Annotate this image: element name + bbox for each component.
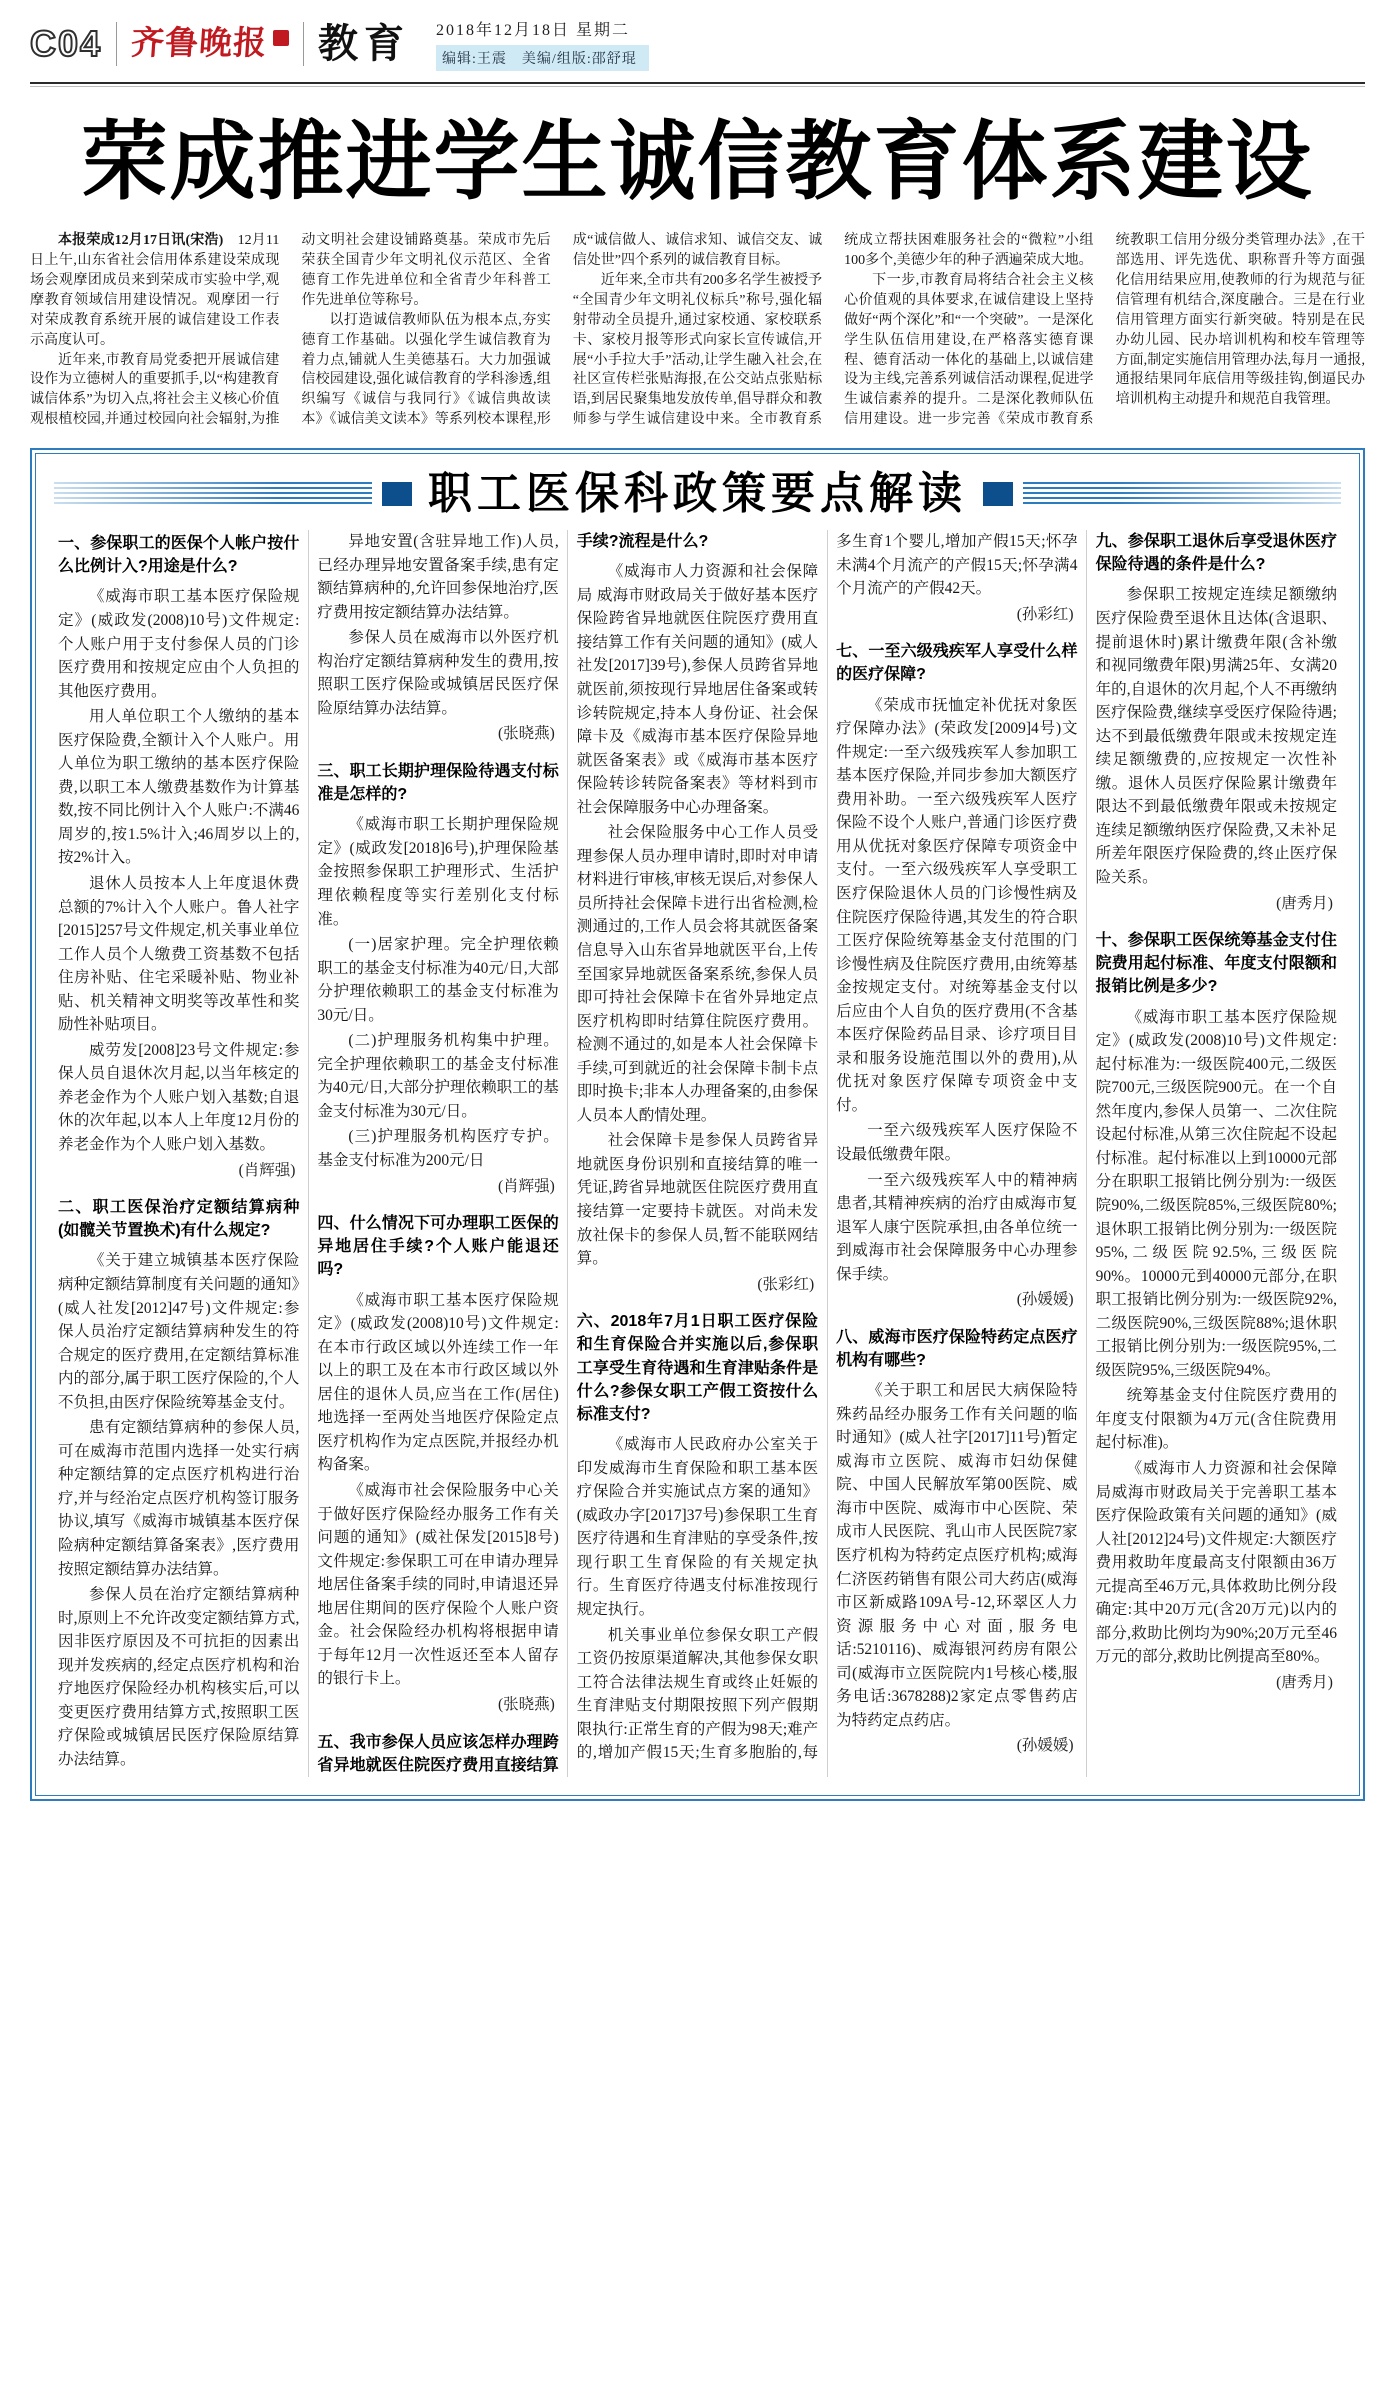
article-paragraph: 以打造诚信教师队伍为根本点,夯实德育工作基础。以强化学生诚信教育为着力点,铺就人生美德基石。大力加强诚信校园建设,强化诚信教育的学科渗透,组织编写《诚信与我同行》《诚信典故读本》《诚信美文读本》等系列校本课程,形成“诚信做人、诚信求知、诚信交友、诚信处世”四个系列的诚信教育目标。 xyxy=(301,233,823,428)
qa-byline: (唐秀月) xyxy=(1276,1673,1333,1691)
qa-byline: (孙媛媛) xyxy=(1016,1737,1074,1755)
qa-heading: 六、2018年7月1日职工医疗保险和生育保险合并实施以后,参保职工享受生育待遇和生育津贴条件是什么?参保女职工产假工资按什么标准支付? xyxy=(576,1313,819,1423)
qa-paragraph: 《威海市职工长期护理保险规定》(威政发[2018]6号),护理保险基金按照参保职工护理形式、生活护理依赖程度等实行差别化支付标准。 xyxy=(317,816,559,928)
qa-heading: 八、威海市医疗保险特药定点医疗机构有哪些? xyxy=(836,1328,1078,1370)
qa-heading: 七、一至六级残疾军人享受什么样的医疗保障? xyxy=(836,643,1078,684)
qa-byline: (孙彩红) xyxy=(1016,605,1074,623)
page-number: C04 xyxy=(30,23,103,64)
qa-paragraph: 一至六级残疾军人中的精神病患者,其精神疾病的治疗由威海市复退军人康宁医院承担,由各单位统一到威海市社会保障服务中心办理参保手续。 xyxy=(836,1171,1078,1283)
qa-section xyxy=(317,1212,558,1716)
qa-paragraph: 《威海市人力资源和社会保障局 威海市财政局关于做好基本医疗保险跨省异地就医住院医疗费用直接结算工作有关问题的通知》(威人社发[2017]39号),参保人员跨省异地就医前,须按现行异地居住备案或转诊转院规定,持本人身份证、社会保障卡及《威海市基本医疗保险异地就医备案表》或《威海市基本医疗保险转诊转院备案表》等材料到市社会保障服务中心办理备案。 xyxy=(576,563,819,816)
qa-heading: 九、参保职工退休后享受退休医疗保险待遇的条件是什么? xyxy=(1095,533,1337,574)
qa-paragraph: 异地安置(含驻异地工作)人员,已经办理异地安置备案手续,患有定额结算病种的,允许回参保地治疗,医疗费用按定额结算办法结算。 xyxy=(317,533,559,621)
qa-section xyxy=(317,760,558,1198)
editors-text: 编辑:王震 美编/组版:邵舒琨 xyxy=(436,45,649,71)
qa-paragraph: 参保人员在治疗定额结算病种时,原则上不允许改变定额结算方式,因非医疗原因及不可抗拒的因素出现并发疾病的,经定点医疗机构和治疗地医疗保险经办机构核实后,可以变更医疗费用结算方式,按照职工医疗保险或城镇居民医疗保险原结算办法结算。 xyxy=(58,1586,300,1768)
qa-section xyxy=(58,532,299,1182)
qa-byline: (肖辉强) xyxy=(238,1161,296,1179)
qa-paragraph: 《威海市人民政府办公室关于印发威海市生育保险和职工基本医疗保险合并实施试点方案的通知》(威政办字[2017]37号)参保职工生育医疗待遇和生育津贴的享受条件,按现行职工生育保险的有关规定执行。生育医疗待遇支付标准按现行规定执行。 xyxy=(576,1436,819,1618)
paper-logo-text: 齐鲁晚报 xyxy=(129,25,269,62)
qa-byline: (张晓燕) xyxy=(497,1695,555,1713)
qa-section xyxy=(1096,929,1337,1694)
qa-heading: 三、职工长期护理保险待遇支付标准是怎样的? xyxy=(317,762,559,804)
qa-paragraph: 社会保险服务中心工作人员受理参保人员办理申请时,即时对申请材料进行审核,审核无误后,对参保人员所持社会保障卡进行出省检测,检测通过的,工作人员会将其就医备案信息导入山东省异地就医平台,上传至国家异地就医备案系统,参保人员即可持社会保障卡在省外异地定点医疗机构即时结算住院医疗费用。检测不通过的,如是本人社会保障卡手续,可到就近的社会保障卡制卡点即时换卡;非本人办理备案的,由参保人员本人酌情处理。 xyxy=(576,824,819,1124)
qa-byline: (张彩红) xyxy=(757,1275,815,1293)
qa-heading: 二、职工医保治疗定额结算病种(如髋关节置换术)有什么规定? xyxy=(58,1199,300,1240)
qa-paragraph: 机关事业单位参保女职工产假工资仍按原渠道解决,其他参保女职工符合法律法规生育或终止妊娠的生育津贴支付期限按照下列产假期限执行:正常生育的产假为98天;难产的,增加产假15天;生育多胞胎的,每多生育1个婴儿,增加产假15天;怀孕未满4个月流产的产假15天;怀孕满4个月流产的产假42天。 xyxy=(576,533,1078,1762)
article-paragraph: 近年来,市教育局党委把开展诚信建设作为立德树人的重要抓手,以“构建教育诚信体系”为切入点,将社会主义核心价值观根植校园,并通过校园向社会辐射,为推动文明社会建设铺路奠基。荣成市先后荣获全国青少年文明礼仪示范区、全省德育工作先进单位和全省青少年科普工作先进单位等称号。 xyxy=(30,233,551,428)
qa-paragraph: 社会保障卡是参保人员跨省异地就医身份识别和直接结算的唯一凭证,跨省异地就医住院医疗费用直接结算一定要持卡就医。对尚未发放社保卡的参保人员,暂不能联网结算。 xyxy=(576,1132,819,1268)
qa-byline: (张晓燕) xyxy=(497,725,555,743)
article-paragraph: 近年来,全市共有200多名学生被授予“全国青少年文明礼仪标兵”称号,强化辐射带动全员提升,通过家校通、家校联系卡、家校月报等形式向家长宣传诚信,开展“小手拉大手”活动,让学生融入社会,在社区宣传栏张贴海报,在公交站点张贴标语,到居民聚集地发放传单,倡导群众和教师参与学生诚信建设中来。全市教育系统成立帮扶困难服务社会的“微粒”小组100多个,美德少年的种子洒遍荣成大地。 xyxy=(572,233,1094,428)
date-text: 2018年12月18日 星期二 xyxy=(436,22,631,39)
title-decoration-right xyxy=(1023,482,1341,506)
qa-section xyxy=(1096,530,1337,915)
qa-heading: 十、参保职工医保统筹基金支付住院费用起付标准、年度支付限额和报销比例是多少? xyxy=(1095,932,1337,996)
feature-box xyxy=(30,448,1365,1801)
qa-paragraph: 《荣成市抚恤定补优抚对象医疗保障办法》(荣政发[2009]4号)文件规定:一至六级残疾军人参加职工基本医疗保险,并同步参加大额医疗费用补助。一至六级残疾军人医疗保险不设个人账户,普通门诊医疗费用从优抚对象医疗保障专项资金中支付。一至六级残疾军人享受职工医疗保险退休人员的门诊慢性病及住院医疗保险待遇,其发生的符合职工医疗保险统筹基金支付范围的门诊慢性病及住院医疗费用,由统筹基金按规定支付。对统筹基金支付以后应由个人自负的医疗费用(不含基本医疗保险药品目录、诊疗项目目录和服务设施范围以外的费用),从优抚对象医疗保障专项资金中支付。 xyxy=(836,696,1078,1114)
feature-title-row xyxy=(54,469,1341,519)
qa-heading: 四、什么情况下可办理职工医保的异地居住手续?个人账户能退还吗? xyxy=(317,1215,559,1279)
article-lead-in: 本报荣成12月17日讯(宋浩) xyxy=(58,233,238,249)
qa-paragraph: 《关于建立城镇基本医疗保险病种定额结算制度有关问题的通知》(威人社发[2012]47号)文件规定:参保人员治疗定额结算病种发生的符合规定的医疗费用,在定额结算标准内的部分,属于职工医疗保险的,个人不负担,由医疗保险统筹基金支付。 xyxy=(58,1252,300,1411)
masthead-info xyxy=(436,17,649,71)
qa-paragraph: 威劳发[2008]23号文件规定:参保人员自退休次月起,以当年核定的养老金作为个人账户划入基数;自退休的次年起,以本人上年度12月份的养老金作为个人账户划入基数。 xyxy=(58,1041,300,1153)
qa-section xyxy=(836,1326,1077,1758)
qa-paragraph: 《威海市职工基本医疗保险规定》(威政发(2008)10号)文件规定:在本市行政区域以外连续工作一年以上的职工及在本市行政区域以外居住的退休人员,应当在工作(居住)地选择一至两处当地医疗保险定点医疗机构作为定点医院,并报经办机构备案。 xyxy=(317,1291,559,1474)
header-divider xyxy=(116,22,117,66)
qa-paragraph: 患有定额结算病种的参保人员,可在威海市范围内选择一处实行病种定额结算的定点医疗机构进行治疗,并与经治定点医疗机构签订服务协议,填写《威海市城镇基本医疗保险病种定额结算备案表》,医疗费用按照定额结算办法结算。 xyxy=(58,1419,300,1578)
qa-paragraph: 《威海市职工基本医疗保险规定》(威政发(2008)10号)文件规定:个人账户用于支付参保人员的门诊医疗费用和按规定应由个人负担的其他医疗费用。 xyxy=(58,588,300,700)
masthead-left xyxy=(30,22,410,66)
qa-paragraph: 《关于职工和居民大病保险特殊药品经办服务工作有关问题的临时通知》(威人社字[2017]11号)暂定威海市立医院、威海市妇幼保健院、中国人民解放军第00医院、威海市中医院、威海市中心医院、荣成市人民医院、乳山市人民医院7家医疗机构为特药定点医疗机构;威海仁济医药销售有限公司大药店(威海市区新威路109A号-12,环翠区人力资源服务中心对面,服务电话:5210116)、威海银河药房有限公司(威海市立医院院内1号核心楼,服务电话:3678288)2家定点零售药店为特药定点药店。 xyxy=(836,1382,1078,1729)
qa-paragraph: (一)居家护理。完全护理依赖职工的基金支付标准为40元/日,大部分护理依赖职工的基金支付标准为30元/日。 xyxy=(317,936,559,1024)
header-rule-thin xyxy=(30,86,1365,87)
section-title: 教育 xyxy=(318,22,411,66)
qa-paragraph: (三)护理服务机构医疗专护。基金支付标准为200元/日 xyxy=(317,1128,559,1169)
feature-box-inner xyxy=(35,453,1360,1796)
qa-paragraph: 《威海市人力资源和社会保障局威海市财政局关于完善职工基本医疗保险政策有关问题的通知》(威人社[2012]24号)文件规定:大额医疗费用救助年度最高支付限额由36万元提高至46万元,具体救助比例分段确定:其中20万元(含20万元)以内的部分,救助比例均为90%;20万元至46万元的部分,救助比例提高至80%。 xyxy=(1095,1460,1337,1666)
qa-paragraph: 统筹基金支付住院医疗费用的年度支付限额为4万元(含住院费用起付标准)。 xyxy=(1095,1387,1337,1452)
qa-heading: 一、参保职工的医保个人帐户按什么比例计入?用途是什么? xyxy=(58,535,300,576)
qa-paragraph: 《威海市职工基本医疗保险规定》(威政发(2008)10号)文件规定:起付标准为:一级医院400元,二级医院700元,三级医院900元。在一个自然年度内,参保人员第一、二次住院设起付标准,从第三次住院起不设起付标准。起付标准以上到10000元部分在职职工报销比例分别为:一级医院90%,二级医院85%,三级医院80%;退休职工报销比例分别为:一级医院95%,二级医院92.5%,三级医院90%。10000元到40000元部分,在职职工报销比例分别为:一级医院92%,二级医院90%,三级医院88%;退休职工报销比例分别为:一级医院95%,二级医院95%,三级医院94%。 xyxy=(1095,1008,1337,1379)
paper-logo xyxy=(129,25,289,62)
qa-byline: (肖辉强) xyxy=(497,1177,555,1195)
qa-heading: 五、我市参保人员应该怎样办理跨省异地就医住院医疗费用直接结算手续?流程是什么? xyxy=(317,533,709,1774)
logo-seal-icon xyxy=(273,30,289,46)
qa-paragraph: (二)护理服务机构集中护理。完全护理依赖职工的基金支付标准为40元/日,大部分护理依赖职工的基金支付标准为30元/日。 xyxy=(317,1032,559,1120)
article-paragraph: 本报荣成12月17日讯(宋浩) 12月11日上午,山东省社会信用体系建设荣成现场会观摩团成员来到荣成市实验中学,观摩教育领域信用建设情况。观摩团一行对荣成教育系统开展的诚信建设工作表示高度认可。 xyxy=(30,233,280,348)
qa-paragraph: 退休人员按本人上年度退休费总额的7%计入个人账户。鲁人社字[2015]257号文件规定,机关事业单位工作人员个人缴费工资基数不包括住房补贴、住宅采暖补贴、物业补贴、机关精神文明奖等改革性和奖励性补贴项目。 xyxy=(58,874,300,1034)
article-text xyxy=(30,231,1365,430)
qa-paragraph: 参保人员在威海市以外医疗机构治疗定额结算病种发生的费用,按照职工医疗保险或城镇居民医疗保险原结算办法结算。 xyxy=(317,629,559,717)
title-decoration-left xyxy=(54,482,372,506)
qa-byline: (孙媛媛) xyxy=(1016,1291,1074,1309)
qa-byline: (唐秀月) xyxy=(1276,894,1333,912)
qa-paragraph: 一至六级残疾军人医疗保险不设最低缴费年限。 xyxy=(836,1122,1078,1163)
qa-section xyxy=(836,640,1077,1312)
qa-paragraph: 用人单位职工个人缴纳的基本医疗保险费,全额计入个人账户。用人单位为职工缴纳的基本医疗保险费,以职工本人缴费基数作为计算基数,按不同比例计入个人账户:不满46周岁的,按1.5%计入;46周岁以上的,按2%计入。 xyxy=(58,708,300,867)
title-decoration-cap-left xyxy=(382,482,412,506)
header-divider xyxy=(303,22,304,66)
qa-columns xyxy=(52,530,1343,1777)
title-decoration-cap-right xyxy=(983,482,1013,506)
qa-paragraph: 《威海市社会保险服务中心关于做好医疗保险经办服务工作有关问题的通知》(威社保发[2015]8号)文件规定:参保职工可在申请办理异地居住备案手续的同时,申请退还异地居住期间的医疗保险个人账户资金。社会保险经办机构将根据申请于每年12月一次性返还至本人留存的银行卡上。 xyxy=(317,1482,559,1688)
header-rule xyxy=(30,82,1365,84)
page-header xyxy=(30,12,1365,76)
main-headline: 荣成推进学生诚信教育体系建设 xyxy=(81,114,1314,210)
qa-paragraph: 参保职工按规定连续足额缴纳医疗保险费至退休且达体(含退职、提前退休时)累计缴费年限(含补缴和视同缴费年限)男满25年、女满20年的,自退休的次月起,个人不再缴纳医疗保险费,继续享受医疗保险待遇;达不到最低缴费年限或未按规定连续足额缴费的,应按规定一次性补缴。退休人员医疗保险累计缴费年限达不到最低缴费年限或未按规定连续足额缴纳医疗保险费,又未补足所差年限医疗保险费的,终止医疗保险关系。 xyxy=(1095,586,1337,886)
article-paragraph: 下一步,市教育局将结合社会主义核心价值观的具体要求,在诚信建设上坚持做好“两个深化”和“一个突破”。一是深化学生队伍信用建设,在严格落实德育课程、德育活动一体化的基础上,以诚信建设为主线,完善系列诚信活动课程,促进学生诚信素养的提升。二是深化教师队伍信用建设。进一步完善《荣成市教育系统教职工信用分级分类管理办法》,在干部选用、评先选优、职称晋升等方面强化信用结果应用,使教师的行为规范与征信管理有机结合,深度融合。三是在行业信用管理方面实行新突破。特别是在民办幼儿园、民办培训机构和校车管理等方面,制定实施信用管理办法,每月一通报,通报结果同年底信用等级挂钩,倒逼民办培训机构主动提升和规范自我管理。 xyxy=(844,233,1365,428)
feature-title: 职工医保科政策要点解读 xyxy=(428,469,967,519)
